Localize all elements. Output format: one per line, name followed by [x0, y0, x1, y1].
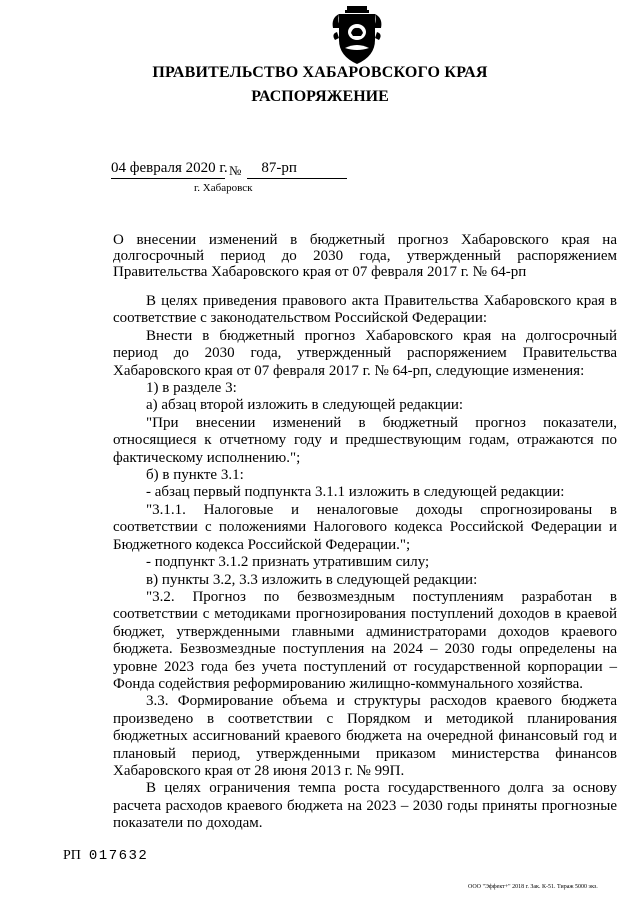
item-v: в) пункты 3.2, 3.3 изложить в следующей редакции:	[146, 571, 478, 588]
paragraph-decision: Внести в бюджетный прогноз Хабаровского края на долгосрочный период до 2030 года, утвержденный распоряжением Правительства Хабаровского края от 07 февраля 2017 г. № 64-рп, следующие изменения:	[113, 327, 617, 379]
document-date: 04 февраля 2020 г.	[111, 160, 225, 179]
document-city: г. Хабаровск	[194, 182, 253, 194]
item-3-1-1: - абзац первый подпункта 3.1.1 изложить в следующей редакции:	[146, 484, 565, 501]
form-serial-number: 017632	[88, 848, 149, 864]
document-body	[113, 293, 617, 833]
item-3-1-2: - подпункт 3.1.2 признать утратившим силу;	[146, 554, 430, 571]
form-series: РП	[63, 848, 81, 863]
date-number-line	[111, 160, 347, 179]
quote-3-2: "3.2. Прогноз по безвозмездным поступлениям разработан в соответствии с методиками прогнозирования поступлений доходов в краевой бюджет, утвержденными главными администраторами доходов краевого бюджета. Безвозмездные поступления на 2024 – 2030 годы определены на уровне 2023 года без учета поступлений от государственной корпорации – Фонда содействия реформированию жилищно-коммунального хозяйства.	[113, 588, 617, 692]
document-number: 87-рп	[247, 160, 347, 179]
paragraph-preamble: В целях приведения правового акта Правительства Хабаровского края в соответствие с законодательством Российской Федерации:	[113, 293, 617, 327]
government-title: ПРАВИТЕЛЬСТВО ХАБАРОВСКОГО КРАЯ	[152, 64, 488, 81]
item-section-3: 1) в разделе 3:	[146, 380, 237, 397]
document-type: РАСПОРЯЖЕНИЕ	[251, 88, 389, 105]
quote-3-3: 3.3. Формирование объема и структуры расходов краевого бюджета произведено в соответствии с Порядком и методикой планирования бюджетных ассигнований краевого бюджета на очередной финансовый год и плановый период, утвержденными приказом министерства финансов Хабаровского края от 28 июня 2013 г. № 99П.	[113, 693, 617, 779]
item-b: б) в пункте 3.1:	[146, 467, 244, 484]
quote-paragraph-2: "При внесении изменений в бюджетный прогноз показатели, относящиеся к отчетному году и предшествующим годам, отражаются по фактическому исполнению.";	[113, 414, 617, 466]
form-serial	[63, 848, 148, 864]
number-sign: №	[229, 163, 242, 178]
item-a: а) абзац второй изложить в следующей редакции:	[146, 397, 464, 414]
printer-imprint: ООО "Эффект+" 2018 г. Зак. К-51. Тираж 5000 экз.	[468, 884, 598, 890]
coat-of-arms-icon	[331, 6, 383, 66]
quote-3-1-1: "3.1.1. Налоговые и неналоговые доходы спрогнозированы в соответствии с положениями Налогового кодекса Российской Федерации и Бюджетного кодекса Российской Федерации.";	[113, 501, 617, 553]
document-subject: О внесении изменений в бюджетный прогноз Хабаровского края на долгосрочный период до 2030 года, утвержденный распоряжением Правительства Хабаровского края от 07 февраля 2017 г. № 64-рп	[113, 232, 617, 280]
paragraph-debt: В целях ограничения темпа роста государственного долга за основу расчета расходов краевого бюджета на 2023 – 2030 годы приняты прогнозные показатели по доходам.	[113, 780, 617, 832]
